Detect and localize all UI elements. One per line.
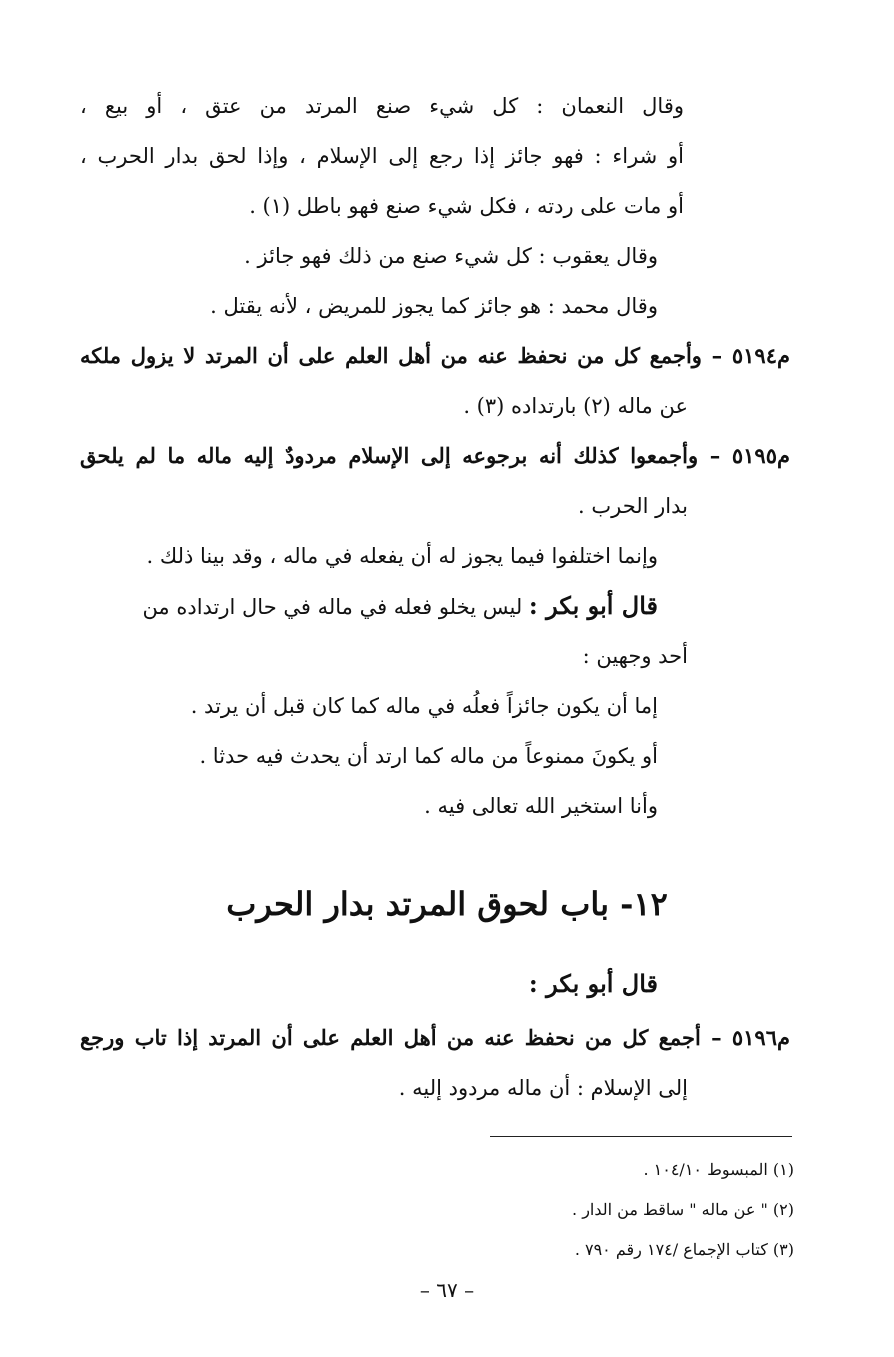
body-line-1: وقال النعمان : كل شيء صنع المرتد من عتق ، أو بيع ، <box>80 94 684 118</box>
body-line-5: وقال محمد : هو جائز كما يجوز للمريض ، لأنه يقتل . <box>210 294 658 318</box>
body-line-4: وقال يعقوب : كل شيء صنع من ذلك فهو جائز . <box>244 244 658 268</box>
body-line-3: أو مات على ردته ، فكل شيء صنع فهو باطل (١) . <box>249 194 684 218</box>
footnote-1: (١) المبسوط ١٠٤/١٠ . <box>643 1160 794 1179</box>
abu-bakr-line-2: أحد وجهين : <box>582 644 688 668</box>
option-line-1: إما أن يكون جائزاً فعلُه في ماله كما كان قبل أن يرتد . <box>190 694 658 718</box>
paragraph-5195-line-2: بدار الحرب . <box>577 494 688 518</box>
footnote-3: (٣) كتاب الإجماع /١٧٤ رقم ٧٩٠ . <box>574 1240 794 1259</box>
abu-bakr-line-1: ليس يخلو فعله في ماله في حال ارتداده من <box>142 595 523 619</box>
abu-bakr-paragraph <box>142 590 658 623</box>
paragraph-5194-line-1: م٥١٩٤ – وأجمع كل من نحفظ عنه من أهل العلم على أن المرتد لا يزول ملكه <box>80 343 790 368</box>
closing-line: وأنا استخير الله تعالى فيه . <box>424 794 658 818</box>
footnote-separator <box>490 1136 792 1137</box>
chapter-heading: ١٢- باب لحوق المرتد بدار الحرب <box>226 885 668 923</box>
paragraph-5196-line-2: إلى الإسلام : أن ماله مردود إليه . <box>398 1076 688 1100</box>
paragraph-5194-line-2: عن ماله (٢) بارتداده (٣) . <box>463 394 688 418</box>
body-line-10: وإنما اختلفوا فيما يجوز له أن يفعله في ماله ، وقد بينا ذلك . <box>146 544 658 568</box>
page-number: – ٦٧ – <box>419 1278 475 1302</box>
footnote-2: (٢) " عن ماله " ساقط من الدار . <box>572 1200 794 1219</box>
section-lead: قال أبو بكر : <box>528 969 658 998</box>
paragraph-5196-line-1: م٥١٩٦ – أجمع كل من نحفظ عنه من أهل العلم على أن المرتد إذا تاب ورجع <box>80 1025 790 1050</box>
body-line-2: أو شراء : فهو جائز إذا رجع إلى الإسلام ، وإذا لحق بدار الحرب ، <box>80 144 684 168</box>
abu-bakr-lead: قال أبو بكر : <box>528 591 658 620</box>
paragraph-5195-line-1: م٥١٩٥ – وأجمعوا كذلك أنه برجوعه إلى الإسلام مردودٌ إليه ماله ما لم يلحق <box>80 443 790 468</box>
option-line-2: أو يكونَ ممنوعاً من ماله كما ارتد أن يحدث فيه حدثا . <box>199 744 658 768</box>
